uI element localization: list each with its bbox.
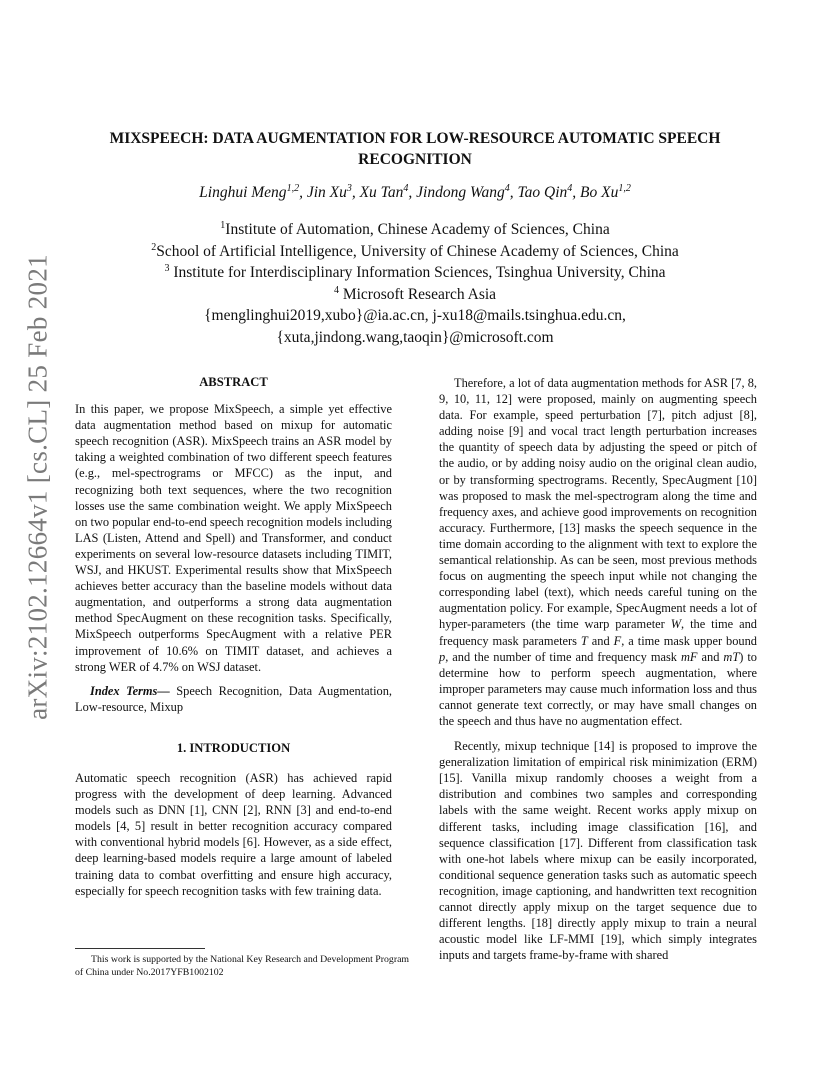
author-list: Linghui Meng$^{1,2}$, Jin Xu$^3$, Xu Tan$^4$, Jindong Wang$^4$, Tao Qin$^4$, Bo Xu$^{1,2}$ bbox=[199, 182, 631, 201]
author: Linghui Meng$^{1,2}$ bbox=[199, 182, 300, 201]
body-paragraph: Therefore, a lot of data augmentation methods for ASR [7, 8, 9, 10, 11, 12] were proposed, mainly on augmenting speech data. For example, speed perturbation [7], pitch adjust [8], adding noise [9] and vocal tract length perturbation increases the quantity of speech data by adjusting the speed or pitch of the audio, or by adding noisy audio on the original clean audio, or by transforming spectrograms. Recently, SpecAugment [10] was proposed to mask the mel-spectrogram along the time and frequency axes, and achieve good improvements on recognition accuracy. Furthermore, [13] masks the speech sequence in the time domain according to the alignment with text to explore the semantical relationship. As can be seen, most previous methods focus on augmenting the speech input while not changing the corresponding label (text), which needs careful tuning on the augmentation policy. For example, SpecAugment needs a lot of hyper-parameters (the time warp parameter W, the time and frequency mask parameters T and F, a time mask upper bound p, and the number of time and frequency mask mF and mT) to determine how to perform speech augmentation, where improper parameters may cause much information loss and thus cannot generate text correctly, or may have small changes on the speech and thus have no augmentation effect. bbox=[439, 376, 758, 728]
affiliation-line: $^4$ Microsoft Research Asia bbox=[333, 284, 497, 303]
arxiv-identifier-stamp bbox=[18, 254, 58, 720]
introduction-heading: 1. INTRODUCTION bbox=[176, 740, 291, 755]
author: Bo Xu$^{1,2}$ bbox=[580, 182, 631, 201]
index-terms: Index Terms— Speech Recognition, Data Augmentation, Low-resource, Mixup bbox=[75, 683, 393, 714]
arxiv-id-text: arXiv:2102.12664v1 [cs.CL] 25 Feb 2021 bbox=[22, 254, 53, 720]
index-terms-label: Index Terms— bbox=[90, 683, 170, 698]
paper-title: MIXSPEECH: DATA AUGMENTATION FOR LOW-RESOURCE AUTOMATIC SPEECH RECOGNITION bbox=[109, 130, 721, 168]
author: Jindong Wang$^4$ bbox=[416, 182, 510, 201]
email-line: {xuta,jindong.wang,taoqin}@microsoft.com bbox=[276, 328, 554, 346]
email-line: {menglinghui2019,xubo}@ia.ac.cn, j-xu18@mails.tsinghua.edu.cn, bbox=[204, 307, 626, 324]
abstract-heading: ABSTRACT bbox=[199, 375, 268, 389]
intro-paragraph: Automatic speech recognition (ASR) has achieved rapid progress with the development of deep learning. Advanced models such as DNN [1], CNN [2], RNN [3] and end-to-end models [4, 5] result in better recognition accuracy compared with conventional hybrid models [6]. However, as a side effect, deep learning-based models require a large amount of labeled training data to combat overfitting and ensure high accuracy, especially for speech recognition tasks with few training data. bbox=[75, 770, 392, 898]
affiliations bbox=[60, 219, 770, 348]
author: Tao Qin$^4$ bbox=[517, 182, 573, 201]
footnote-rule bbox=[75, 948, 205, 949]
affiliation-line: $^2$School of Artificial Intelligence, University of Chinese Academy of Sciences, China bbox=[151, 241, 679, 260]
author: Jin Xu$^3$ bbox=[306, 182, 352, 201]
affiliation-line: $^3$ Institute for Interdisciplinary Information Sciences, Tsinghua University, China bbox=[164, 262, 666, 281]
right-column bbox=[439, 375, 757, 963]
footnote: This work is supported by the National Key Research and Development Program of China under No.2017YFB1002102 bbox=[75, 954, 410, 978]
body-paragraph: Recently, mixup technique [14] is proposed to improve the generalization limitation of empirical risk minimization (ERM) [15]. Vanilla mixup randomly chooses a weight from a distribution and combines two samples and corresponding labels with the same weight. Recent works apply mixup on different tasks, including image classification [16], and sequence classification [17]. Different from classification task with one-hot labels where mixup can be easily incorporated, conditional sequence generation tasks such as automatic speech recognition, image captioning, and handwritten text recognition cannot directly apply mixup on the target sequence due to different lengths. [18] directly apply mixup to train a neural acoustic model like LF-MMI [19], which simply integrates inputs and targets frame-by-frame with shared bbox=[439, 739, 757, 963]
abstract-text: In this paper, we propose MixSpeech, a simple yet effective data augmentation method based on mixup for automatic speech recognition (ASR). MixSpeech trains an ASR model by taking a weighted combination of two different speech features (e.g., mel-spectrograms or MFCC) as the input, and recognizing both text sequences, where the two recognition losses use the same combination weight. We apply MixSpeech on two popular end-to-end speech recognition models including LAS (Listen, Attend and Spell) and Transformer, and conduct experiments on several low-resource datasets including TIMIT, WSJ, and HKUST. Experimental results show that MixSpeech achieves better accuracy than the baseline models without data augmentation, and outperforms a strong data augmentation method SpecAugment on these recognition tasks. Specifically, MixSpeech outperforms SpecAugment with a relative PER improvement of 10.6% on TIMIT dataset, and achieves a strong WER of 4.7% on WSJ dataset. bbox=[75, 402, 392, 674]
left-column bbox=[75, 374, 392, 899]
author: Xu Tan$^4$ bbox=[359, 182, 409, 201]
affiliation-line: $^1$Institute of Automation, Chinese Academy of Sciences, China bbox=[220, 219, 610, 238]
